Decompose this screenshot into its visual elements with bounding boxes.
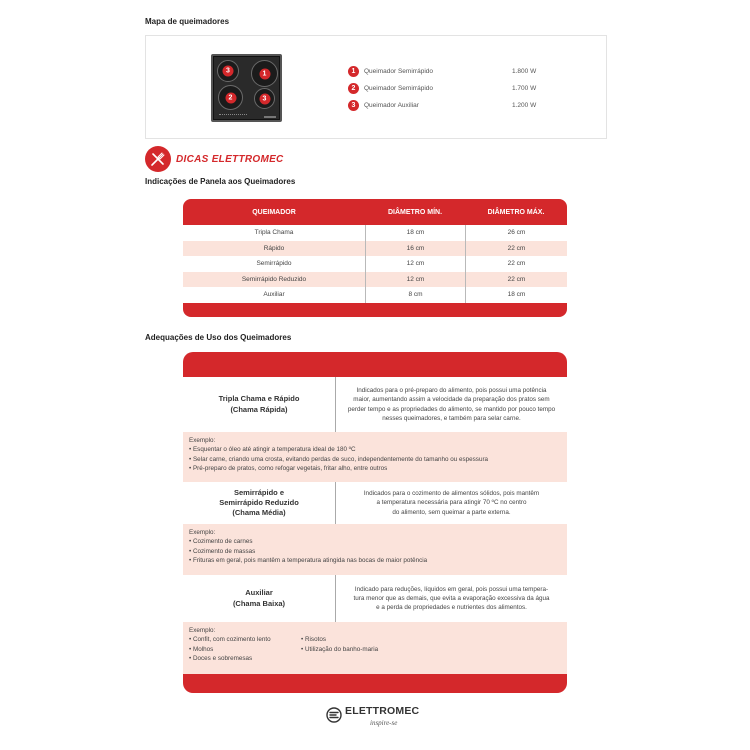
example-item: • Esquentar o óleo até atingir a temperatura ideal de 180 ºC [189, 445, 567, 454]
example-label: Exemplo: [189, 437, 216, 444]
legend-number: 1 [348, 66, 359, 77]
usage-burner-name: Auxiliar (Chama Baixa) [183, 575, 336, 622]
example-item: • Cozimento de massas [189, 547, 567, 556]
cooktop-illustration [211, 54, 282, 122]
elettromec-logo-icon [326, 707, 342, 723]
cell-burner: Tripla Chama [254, 229, 294, 236]
legend-item-2 [348, 82, 536, 94]
usage-examples-rapid [183, 432, 567, 482]
header-max-diameter: DIÂMETRO MÁX. [487, 208, 545, 216]
example-item: • Selar carne, criando uma crosta, evitando perdas de suco, independentemente do tamanho ou espessura [189, 455, 567, 464]
usage-description: Indicados para o pré-preparo do alimento, pois possui uma potência maior, aumentando assim a velocidade da preparação dos pratos sem perder tempo e as propriedades do alimento, se mantido por pouco tempo nesses queimadores, e também para selar carne. [347, 387, 556, 422]
usage-section-title: Adequações de Uso dos Queimadores [145, 333, 292, 342]
example-label: Exemplo: [189, 627, 216, 634]
burner-1-top-right [251, 60, 278, 87]
legend-burner-name: Queimador Semirrápido [364, 67, 434, 75]
usage-block-rapid [183, 377, 567, 432]
cell-min: 12 cm [365, 272, 465, 288]
legend-number: 3 [348, 100, 359, 111]
cell-burner: Semirrápido Reduzido [241, 275, 307, 283]
example-item: • Utilização do banho-maria [301, 645, 378, 654]
pan-section-title: Indicações de Panela aos Queimadores [145, 177, 296, 186]
legend-burner-power: 1.700 W [512, 84, 537, 92]
table-row [183, 272, 567, 288]
example-item: • Doces e sobremesas [189, 654, 301, 663]
cell-burner: Rápido [263, 244, 285, 252]
usage-burner-name: Semirrápido e Semirrápido Reduzido (Chama Média) [183, 482, 336, 524]
burner-number: 3 [259, 93, 270, 104]
usage-block-medium [183, 482, 567, 524]
legend-burner-power: 1.800 W [512, 67, 537, 75]
cell-max: 18 cm [465, 287, 567, 303]
dicas-label: DICAS ELETTROMEC [176, 153, 284, 165]
legend-item-1 [348, 65, 536, 77]
control-knobs [219, 114, 247, 117]
burner-3-top-left [217, 60, 239, 82]
pan-size-table [183, 199, 567, 317]
cell-max: 22 cm [465, 241, 567, 257]
table-row [183, 287, 567, 303]
usage-description: Indicados para o cozimento de alimentos sólidos, pois mantêm a temperatura necessária para atingir 70 ºC no centro do alimento, sem queimar a parte externa. [363, 490, 540, 516]
example-item: • Risotos [301, 635, 378, 644]
example-item: • Frituras em geral, pois mantêm a temperatura atingida nas bocas de maior potência [189, 556, 567, 565]
usage-block-low [183, 575, 567, 622]
elettromec-logo [326, 705, 420, 727]
cell-burner: Semirrápido [256, 260, 292, 267]
brand-name: ELETTROMEC [345, 705, 420, 717]
usage-examples-medium [183, 524, 567, 575]
burner-number: 2 [225, 92, 236, 103]
burner-map-title: Mapa de queimadores [145, 17, 230, 26]
cell-max: 22 cm [465, 256, 567, 272]
usage-burner-name: Tripla Chama e Rápido (Chama Rápida) [183, 377, 336, 432]
table-row [183, 256, 567, 272]
legend-number: 2 [348, 83, 359, 94]
cell-min: 8 cm [365, 287, 465, 303]
burner-map-box [145, 35, 607, 139]
cell-max: 26 cm [465, 225, 567, 241]
usage-examples-low [183, 622, 567, 674]
burner-2-bottom-left [218, 85, 243, 110]
legend-item-3 [348, 99, 536, 111]
usage-description: Indicado para reduções, líquidos em geral, pois possui uma tempera- tura menor que as demais, que evita a evaporação excessiva da água e a perda de propriedades e nutrientes dos alimentos. [353, 585, 550, 612]
example-item: • Confit, com cozimento lento [189, 635, 301, 644]
dicas-header [145, 146, 284, 172]
burner-number: 1 [259, 68, 270, 79]
legend-burner-name: Queimador Semirrápido [364, 84, 434, 92]
cell-min: 12 cm [365, 256, 465, 272]
cell-burner: Auxiliar [263, 291, 285, 298]
header-burner: QUEIMADOR [252, 208, 296, 216]
example-label: Exemplo: [189, 529, 216, 536]
burner-3-bottom-right [254, 88, 275, 109]
legend-burner-power: 1.200 W [512, 101, 537, 109]
cooktop-badge [264, 116, 276, 118]
header-min-diameter: DIÂMETRO MÍN. [387, 208, 443, 216]
table-header [183, 199, 567, 225]
burner-usage-card [183, 352, 567, 693]
legend-burner-name: Queimador Auxiliar [364, 101, 419, 109]
table-row [183, 241, 567, 257]
cell-min: 18 cm [365, 225, 465, 241]
cell-max: 22 cm [465, 272, 567, 288]
burner-number: 3 [223, 66, 234, 77]
example-item: • Cozimento de carnes [189, 537, 567, 546]
cell-min: 16 cm [365, 241, 465, 257]
example-item: • Pré-preparo de pratos, como refogar vegetais, fritar alho, entre outros [189, 464, 567, 473]
example-item: • Molhos [189, 645, 301, 654]
table-row [183, 225, 567, 241]
brand-tagline: inspire-se [370, 719, 398, 727]
chef-tip-icon [145, 146, 171, 172]
